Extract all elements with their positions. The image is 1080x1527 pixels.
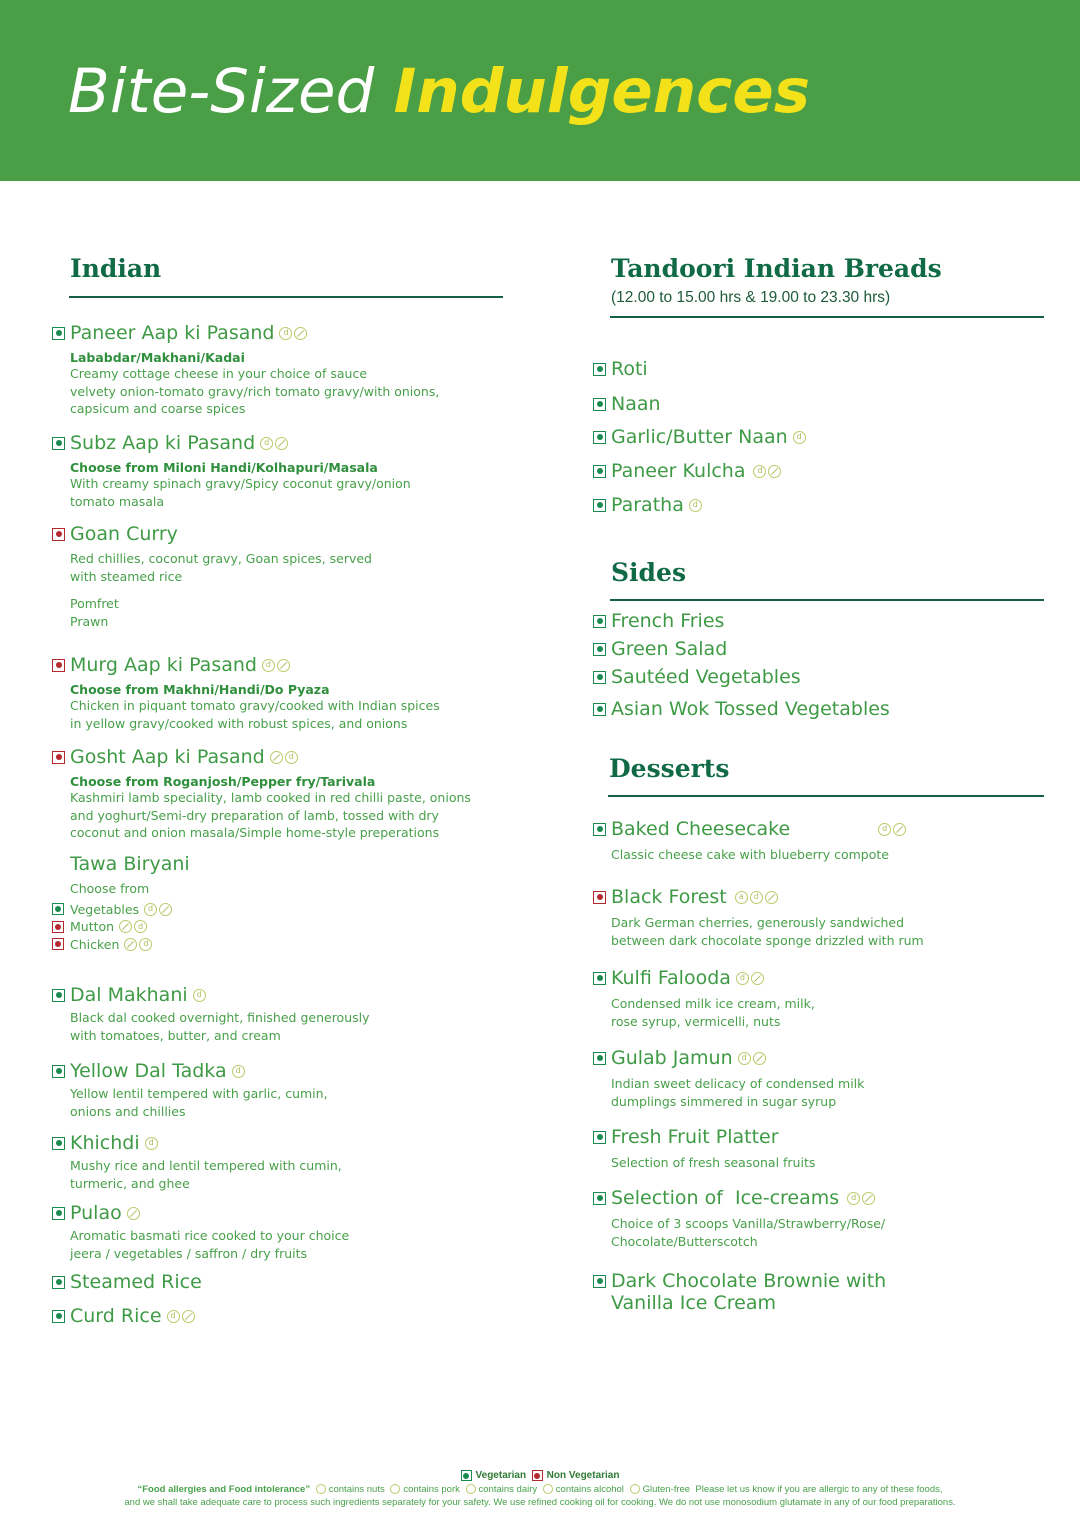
menu-item [52, 322, 439, 418]
nuts-icon [753, 1052, 766, 1065]
dairy-icon: d [750, 891, 763, 904]
menu-item [52, 746, 471, 842]
veg-icon [52, 1310, 65, 1323]
veg-icon [593, 398, 606, 411]
item-name: Tawa Biryani [70, 853, 190, 875]
dairy-icon [466, 1484, 476, 1494]
item-description: With creamy spinach gravy/Spicy coconut gravy/onion [70, 476, 411, 491]
item-description: turmeric, and ghee [70, 1175, 190, 1191]
section-divider [610, 316, 1044, 318]
menu-item [52, 1202, 349, 1262]
dairy-icon: d [167, 1310, 180, 1323]
dairy-icon: d [279, 327, 292, 340]
non-veg-icon [52, 938, 64, 950]
menu-item [52, 1132, 342, 1192]
menu-item [593, 1187, 885, 1250]
item-description: rose syrup, vermicelli, nuts [611, 1013, 781, 1029]
section-title-desserts: Desserts [609, 754, 730, 783]
veg-icon [593, 823, 606, 836]
item-name: Khichdi [70, 1132, 140, 1154]
menu-item [593, 886, 924, 949]
legend-dairy: contains dairy [478, 1484, 538, 1495]
veg-icon [52, 1276, 65, 1289]
item-subtitle: Choose from Roganjosh/Pepper fry/Tarivala [70, 774, 376, 789]
menu-item [52, 654, 440, 732]
dairy-icon: d [144, 903, 157, 916]
item-name: Naan [611, 393, 661, 415]
pork-icon [390, 1484, 400, 1494]
item-description: jeera / vegetables / saffron / dry fruits [70, 1245, 308, 1261]
item-name: Goan Curry [70, 523, 178, 545]
dairy-icon: d [285, 751, 298, 764]
legend-diet [0, 1470, 1080, 1481]
non-veg-icon [532, 1470, 543, 1481]
item-description: and yoghurt/Semi-dry preparation of lamb, tossed with dry [70, 807, 439, 823]
veg-icon [52, 1207, 65, 1220]
veg-icon [461, 1470, 472, 1481]
non-veg-icon [52, 659, 65, 672]
veg-icon [52, 989, 65, 1002]
page-title [68, 58, 810, 125]
biryani-option [52, 936, 190, 954]
veg-icon [52, 1065, 65, 1078]
nuts-icon [294, 327, 307, 340]
menu-item [593, 1126, 815, 1172]
section-divider [608, 795, 1044, 797]
menu-item [593, 426, 806, 448]
title-part-1: Bite-Sized [68, 56, 394, 127]
veg-icon [52, 327, 65, 340]
breads-hours: (12.00 to 15.00 hrs & 19.00 to 23.30 hrs) [611, 289, 891, 306]
biryani-option [52, 918, 190, 936]
dairy-icon: d [139, 938, 152, 951]
dairy-icon: d [738, 1052, 751, 1065]
dairy-icon: d [232, 1065, 245, 1078]
menu-item [593, 1047, 864, 1110]
item-description: with steamed rice [70, 568, 183, 584]
veg-icon [593, 1275, 606, 1288]
item-name: Kulfi Falooda [611, 967, 731, 989]
veg-icon [593, 1131, 606, 1144]
non-veg-icon [52, 751, 65, 764]
nuts-icon [182, 1310, 195, 1323]
nuts-icon [862, 1192, 875, 1205]
item-description: in yellow gravy/cooked with robust spices, and onions [70, 715, 408, 731]
menu-item [52, 1271, 202, 1293]
menu-item [593, 393, 661, 415]
veg-icon [593, 972, 606, 985]
item-name: Dal Makhani [70, 984, 188, 1006]
item-subtitle: Lababdar/Makhani/Kadai [70, 350, 245, 365]
item-name: Dark Chocolate Brownie with [611, 1270, 887, 1292]
legend-note-1: Please let us know if you are allergic to any of these foods, [695, 1484, 943, 1495]
veg-icon [593, 1192, 606, 1205]
nuts-icon [893, 823, 906, 836]
nuts-icon [119, 920, 132, 933]
dairy-icon: d [793, 431, 806, 444]
veg-icon [593, 1052, 606, 1065]
alcohol-icon [543, 1484, 553, 1494]
item-name: Sautéed Vegetables [611, 666, 801, 688]
item-description: coconut and onion masala/Simple home-style preperations [70, 825, 440, 840]
veg-icon [593, 643, 606, 656]
menu-item [52, 853, 190, 953]
item-name: Paratha [611, 494, 684, 516]
nuts-icon [316, 1484, 326, 1494]
menu-item [593, 358, 648, 380]
nuts-icon [270, 751, 283, 764]
legend-nonveg-label: Non Vegetarian [546, 1470, 620, 1482]
veg-icon [593, 703, 606, 716]
item-name: Steamed Rice [70, 1271, 202, 1293]
item-option: Prawn [70, 613, 109, 629]
section-divider [610, 599, 1044, 601]
nuts-icon [765, 891, 778, 904]
menu-item [52, 984, 370, 1044]
menu-item [593, 818, 906, 864]
item-description: Creamy cottage cheese in your choice of sauce [70, 366, 368, 381]
item-description: Aromatic basmati rice cooked to your choice [70, 1228, 350, 1243]
menu-item [593, 610, 724, 632]
menu-item [593, 638, 727, 660]
dairy-icon: d [753, 465, 766, 478]
non-veg-icon [52, 921, 64, 933]
non-veg-icon [52, 528, 65, 541]
legend-gluten: Gluten-free [642, 1484, 691, 1495]
nuts-icon [124, 938, 137, 951]
legend-note: and we shall take adequate care to process such ingredients separately for your safety. We use refined cooking oil for cooking. We do not use monosodium glutamate in any of our food preparations. [124, 1497, 956, 1508]
item-name-line-2: Vanilla Ice Cream [611, 1292, 777, 1314]
item-description: Condensed milk ice cream, milk, [611, 996, 815, 1011]
nuts-icon [277, 659, 290, 672]
item-name: Selection of Ice-creams [611, 1187, 840, 1209]
item-description: capsicum and coarse spices [70, 401, 246, 416]
menu-item [52, 1305, 195, 1327]
menu-item [52, 523, 372, 630]
veg-icon [52, 437, 65, 450]
item-description: Red chillies, coconut gravy, Goan spices, served [70, 551, 372, 566]
dairy-icon: d [260, 437, 273, 450]
item-name: Fresh Fruit Platter [611, 1126, 779, 1148]
item-description: Mushy rice and lentil tempered with cumin, [70, 1158, 342, 1173]
item-name: Asian Wok Tossed Vegetables [611, 698, 890, 720]
legend-alcohol: contains alcohol [555, 1484, 624, 1495]
option-label: Mutton [70, 919, 115, 935]
item-name: Garlic/Butter Naan [611, 426, 788, 448]
item-name: Baked Cheesecake [611, 818, 791, 840]
item-name: Gosht Aap ki Pasand [70, 746, 265, 768]
item-option: Pomfret [70, 596, 119, 611]
item-description: tomato masala [70, 493, 165, 509]
option-label: Chicken [70, 936, 120, 952]
item-name: Curd Rice [70, 1305, 162, 1327]
item-name: Subz Aap ki Pasand [70, 432, 256, 454]
dairy-icon: d [736, 972, 749, 985]
gluten-free-icon [630, 1484, 640, 1494]
menu-item [593, 1270, 886, 1314]
item-description: Choice of 3 scoops Vanilla/Strawberry/Rose/ [611, 1216, 886, 1231]
item-description: dumplings simmered in sugar syrup [611, 1093, 837, 1109]
item-description: Selection of fresh seasonal fruits [611, 1155, 816, 1170]
dairy-icon: d [847, 1192, 860, 1205]
item-description: Indian sweet delicacy of condensed milk [611, 1076, 865, 1091]
allergy-title: “Food allergies and Food intolerance” [137, 1484, 311, 1495]
alcohol-icon: a [735, 891, 748, 904]
legend-pork: contains pork [403, 1484, 460, 1495]
nuts-icon [127, 1207, 140, 1220]
menu-item [593, 967, 815, 1030]
section-title-sides: Sides [611, 558, 687, 587]
nuts-icon [768, 465, 781, 478]
item-description: Classic cheese cake with blueberry compote [611, 847, 889, 862]
item-name: Murg Aap ki Pasand [70, 654, 257, 676]
item-name: Green Salad [611, 638, 728, 660]
item-name: Gulab Jamun [611, 1047, 733, 1069]
item-description: Chicken in piquant tomato gravy/cooked with Indian spices [70, 698, 440, 713]
veg-icon [593, 363, 606, 376]
veg-icon [593, 615, 606, 628]
title-part-2: Indulgences [393, 56, 811, 127]
item-description: between dark chocolate sponge drizzled with rum [611, 932, 924, 948]
nuts-icon [159, 903, 172, 916]
dairy-icon: d [145, 1137, 158, 1150]
section-title-breads: Tandoori Indian Breads [611, 254, 942, 283]
option-label: Vegetables [70, 901, 140, 917]
item-description: Kashmiri lamb speciality, lamb cooked in red chilli paste, onions [70, 790, 471, 805]
veg-icon [52, 1137, 65, 1150]
item-description: velvety onion-tomato gravy/rich tomato gravy/with onions, [70, 383, 440, 399]
veg-icon [593, 431, 606, 444]
dairy-icon: d [878, 823, 891, 836]
menu-item [52, 1060, 328, 1120]
item-description: Chocolate/Butterscotch [611, 1233, 758, 1249]
item-description: Choose from [70, 881, 150, 896]
item-description: Dark German cherries, generously sandwiched [611, 915, 905, 930]
veg-icon [52, 903, 64, 915]
nuts-icon [275, 437, 288, 450]
item-description: Black dal cooked overnight, finished generously [70, 1010, 370, 1025]
non-veg-icon [593, 891, 606, 904]
menu-item [593, 460, 781, 482]
dairy-icon: d [262, 659, 275, 672]
item-subtitle: Choose from Makhni/Handi/Do Pyaza [70, 682, 330, 697]
menu-item [52, 432, 411, 510]
menu-item [593, 494, 702, 516]
item-subtitle: Choose from Miloni Handi/Kolhapuri/Masala [70, 460, 378, 475]
legend-veg-label: Vegetarian [475, 1470, 527, 1482]
item-name: Black Forest [611, 886, 727, 908]
item-description: onions and chillies [70, 1103, 186, 1119]
legend-nuts: contains nuts [328, 1484, 385, 1495]
header-banner [0, 0, 1080, 181]
section-divider [69, 296, 503, 298]
dairy-icon: d [689, 499, 702, 512]
veg-icon [593, 671, 606, 684]
item-name: Yellow Dal Tadka [70, 1060, 227, 1082]
item-name: Pulao [70, 1202, 122, 1224]
dairy-icon: d [193, 989, 206, 1002]
veg-icon [593, 465, 606, 478]
section-title-indian: Indian [70, 254, 162, 283]
legend-allergens [0, 1484, 1080, 1495]
item-name: Paneer Aap ki Pasand [70, 322, 275, 344]
veg-icon [593, 499, 606, 512]
item-name: Roti [611, 358, 648, 380]
menu-item [593, 698, 890, 720]
item-name: French Fries [611, 610, 725, 632]
nuts-icon [751, 972, 764, 985]
dairy-icon: d [134, 920, 147, 933]
menu-item [593, 666, 801, 688]
item-name: Paneer Kulcha [611, 460, 746, 482]
biryani-option [52, 901, 190, 919]
item-description: Yellow lentil tempered with garlic, cumin, [70, 1086, 328, 1101]
item-description: with tomatoes, butter, and cream [70, 1027, 281, 1043]
